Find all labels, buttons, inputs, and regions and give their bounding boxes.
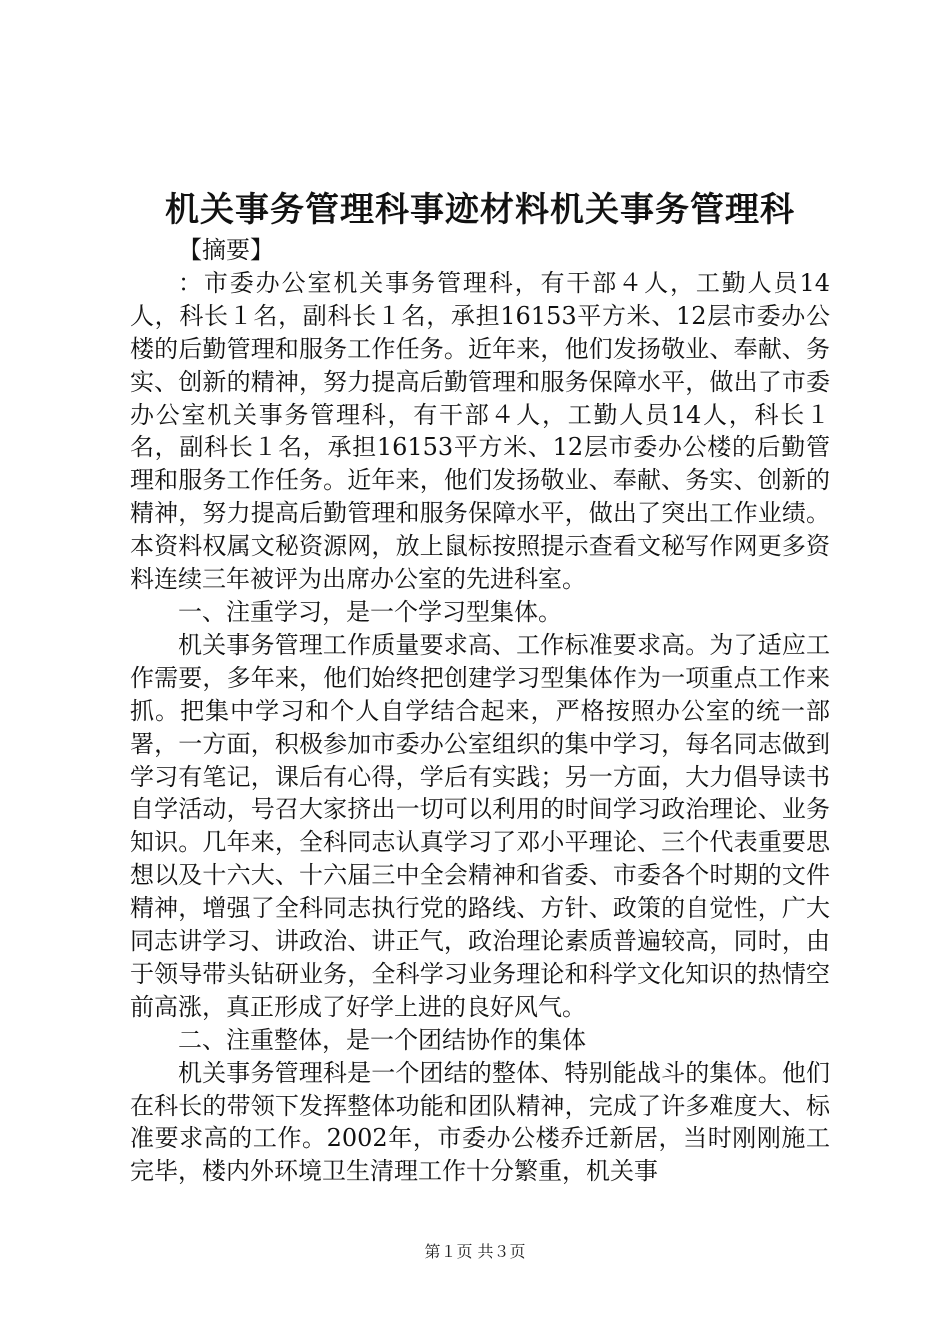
document-body	[130, 234, 830, 1188]
section-paragraph-2: 机关事务管理科是一个团结的整体、特别能战斗的集体。他们在科长的带领下发挥整体功能和团队精神，完成了许多难度大、标准要求高的工作。2002年，市委办公楼乔迁新居，当时刚刚施工完毕，楼内外环境卫生清理工作十分繁重，机关事	[130, 1058, 830, 1186]
section-paragraph-1: 机关事务管理工作质量要求高、工作标准要求高。为了适应工作需要，多年来，他们始终把创建学习型集体作为一项重点工作来抓。把集中学习和个人自学结合起来，严格按照办公室的统一部署，一方面，积极参加市委办公室组织的集中学习，每名同志做到学习有笔记，课后有心得，学后有实践；另一方面，大力倡导读书自学活动，号召大家挤出一切可以利用的时间学习政治理论、业务知识。几年来，全科同志认真学习了邓小平理论、三个代表重要思想以及十六大、十六届三中全会精神和省委、市委各个时期的文件精神，增强了全科同志执行党的路线、方针、政策的自觉性，广大同志讲学习、讲政治、讲正气，政治理论素质普遍较高，同时，由于领导带头钻研业务，全科学习业务理论和科学文化知识的热情空前高涨，真正形成了好学上进的良好风气。	[130, 630, 830, 1021]
section-heading-2: 二、注重整体，是一个团结协作的集体	[178, 1025, 586, 1054]
abstract-label: 【摘要】	[178, 236, 274, 264]
abstract-paragraph: ：市委办公室机关事务管理科，有干部４人，工勤人员14人，科长１名，副科长１名，承担16153平方米、12层市委办公楼的后勤管理和服务工作任务。近年来，他们发扬敬业、奉献、务实、创新的精神，努力提高后勤管理和服务保障水平，做出了市委办公室机关事务管理科，有干部４人，工勤人员14人，科长１名，副科长１名，承担16153平方米、12层市委办公楼的后勤管理和服务工作任务。近年来，他们发扬敬业、奉献、务实、创新的精神，努力提高后勤管理和服务保障水平，做出了突出工作业绩。本资料权属文秘资源网，放上鼠标按照提示查看文秘写作网更多资料连续三年被评为出席办公室的先进科室。	[130, 268, 830, 594]
section-heading-1: 一、注重学习，是一个学习型集体。	[178, 597, 562, 626]
page-footer: 第１页 共３页	[424, 1242, 526, 1261]
document-title: 机关事务管理科事迹材料机关事务管理科	[165, 190, 795, 230]
